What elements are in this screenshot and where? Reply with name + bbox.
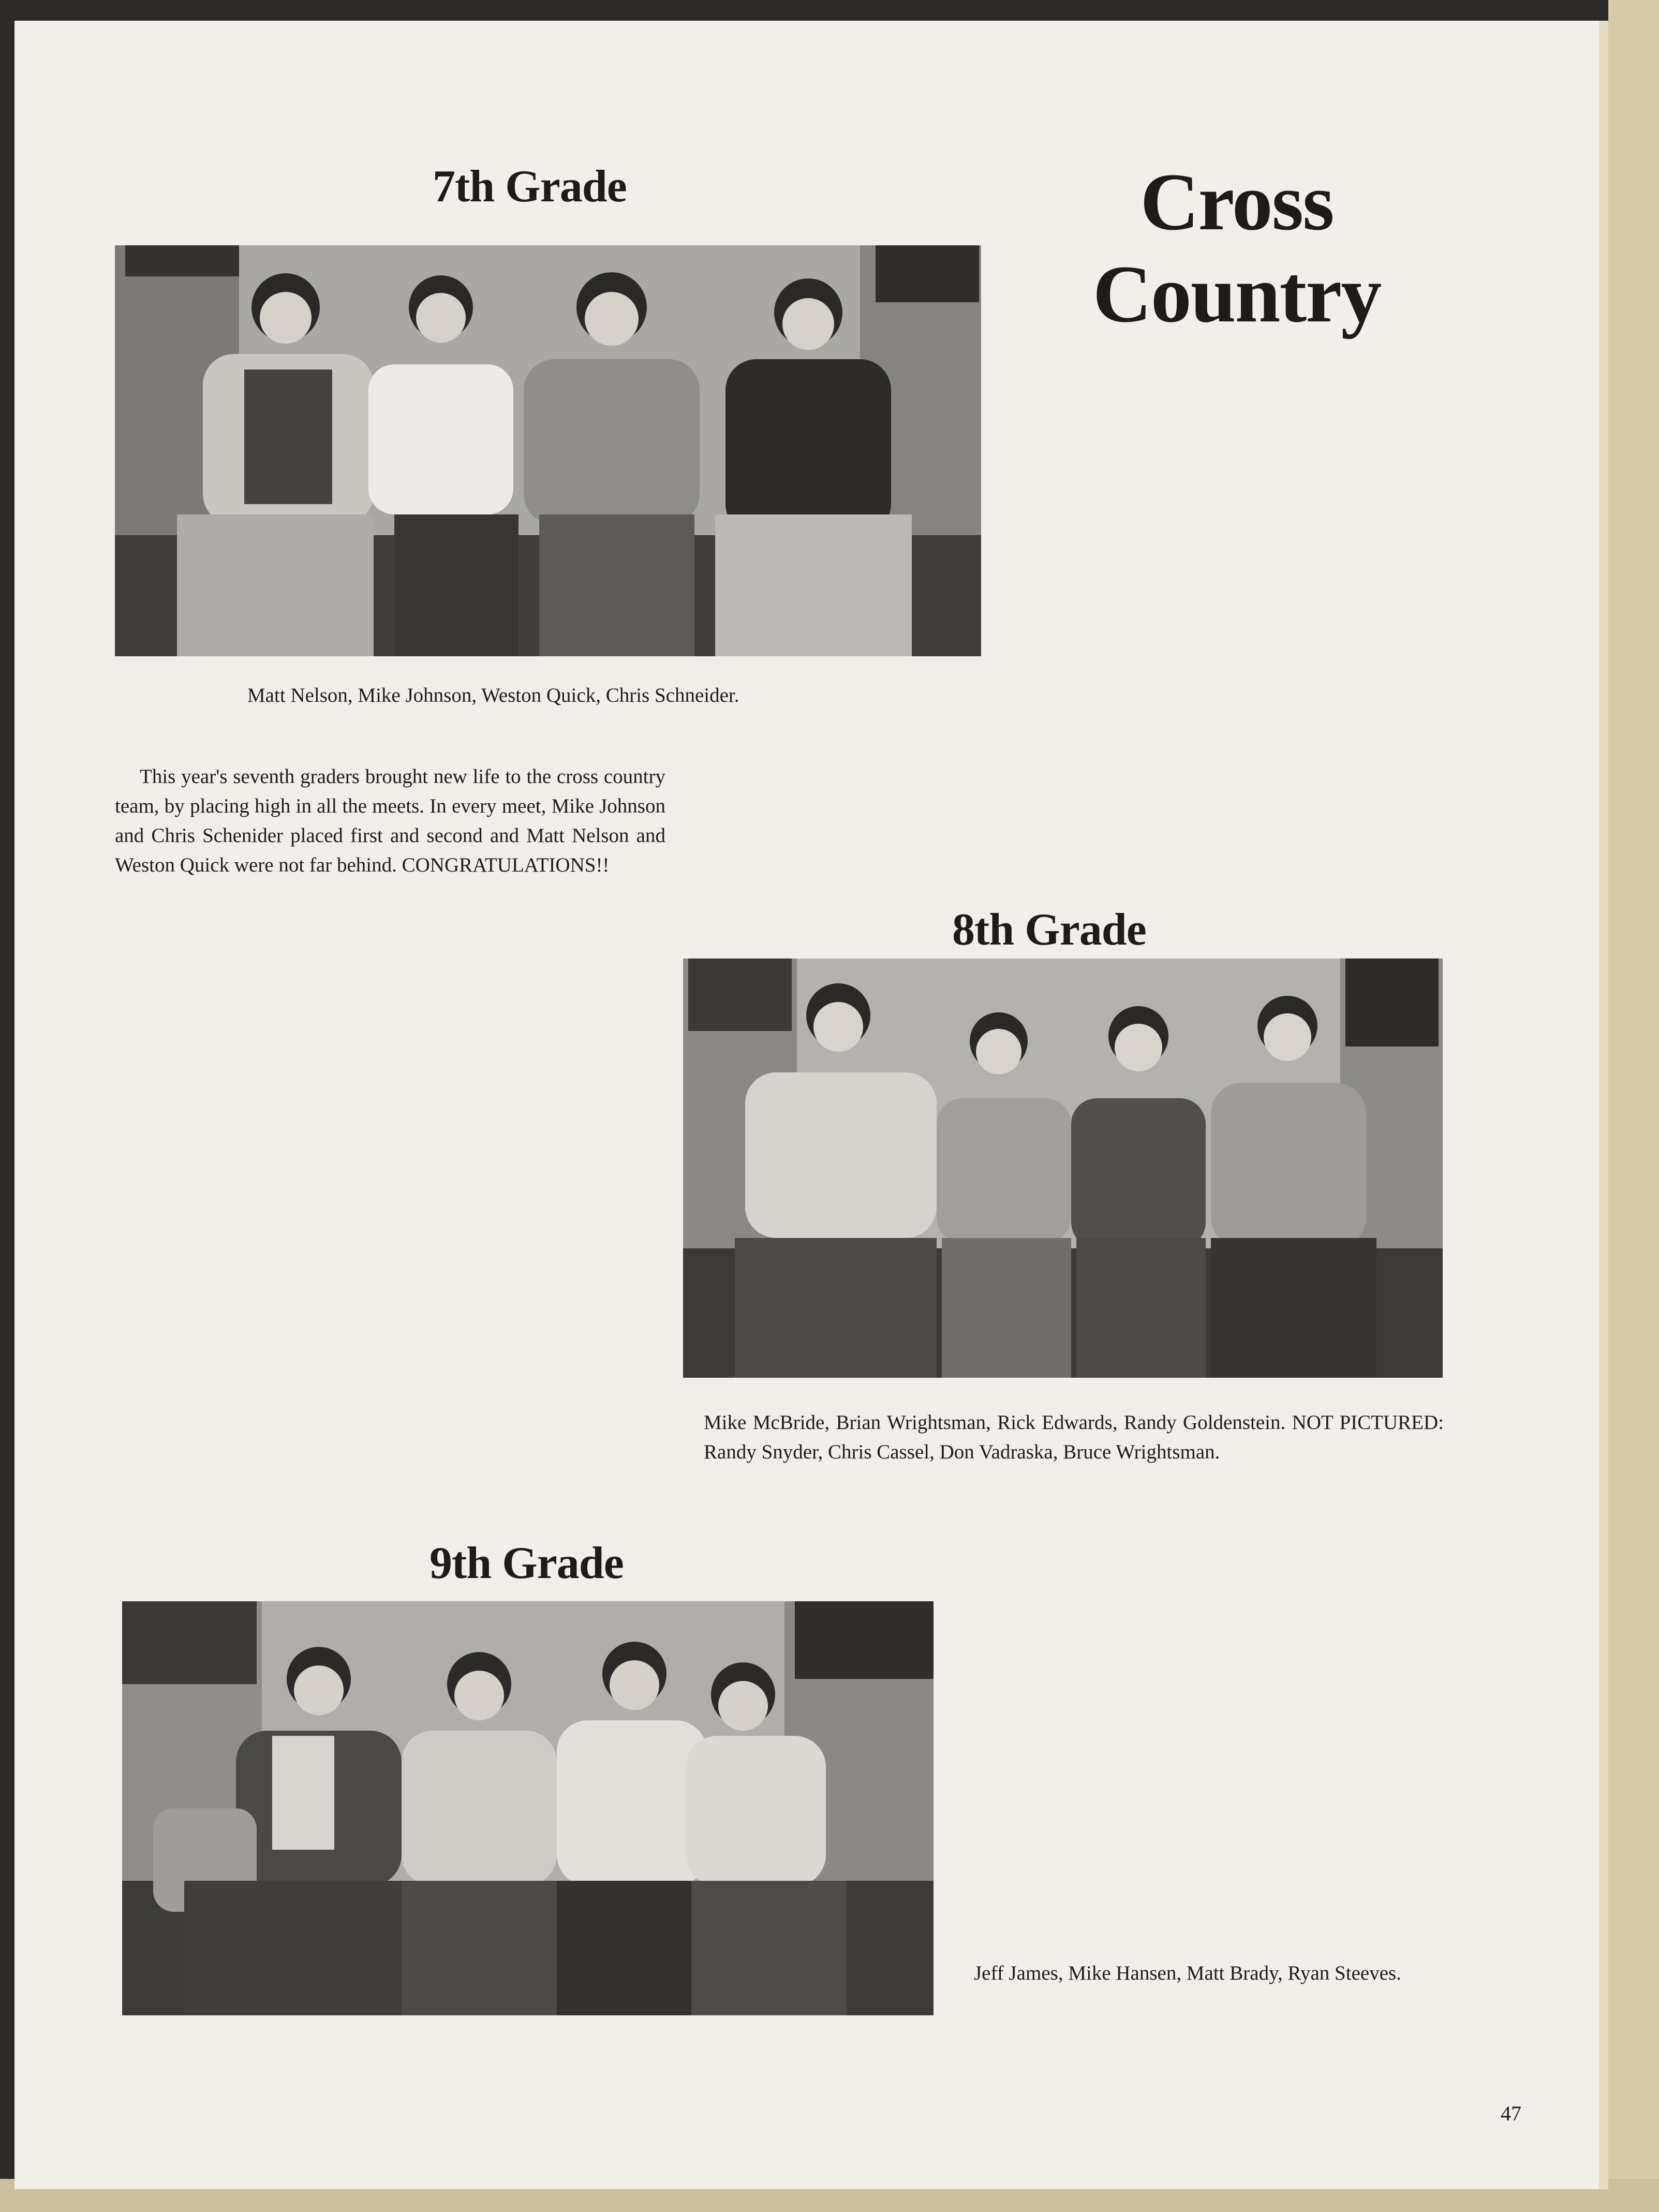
photo-9th-grade: [122, 1601, 934, 2015]
yearbook-page: [14, 21, 1608, 2189]
caption-9th-grade: Jeff James, Mike Hansen, Matt Brady, Ryan Steeves.: [974, 1962, 1401, 1984]
body-7th-grade: This year's seventh graders brought new life to the cross country team, by placing high in all the meets. In every meet, Mike Johnson and Chris Schenider placed first and second and Matt Nelson and Weston Quick were not far behind. CONGRATULATIONS!!: [115, 765, 665, 876]
book-edge-right: [1608, 0, 1659, 2212]
heading-9th-grade: 9th Grade: [429, 1538, 624, 1588]
caption-8th-grade: Mike McBride, Brian Wrightsman, Rick Edwards, Randy Goldenstein. NOT PICTURED: Randy Snyder, Chris Cassel, Don Vadraska, Bruce Wrightsman.: [704, 1411, 1444, 1463]
page-title: [1035, 156, 1439, 341]
photo-9th-grade-image: [122, 1601, 934, 2015]
photo-8th-grade-image: [683, 958, 1443, 1378]
page-number: 47: [1501, 2102, 1521, 2125]
heading-8th-grade: 8th Grade: [952, 905, 1146, 955]
caption-7th-grade: Matt Nelson, Mike Johnson, Weston Quick, Chris Schneider.: [247, 684, 739, 706]
heading-7th-grade: 7th Grade: [433, 161, 627, 212]
title-line-1: Cross: [1140, 157, 1334, 247]
photo-7th-grade: [115, 245, 981, 656]
photo-7th-grade-image: [115, 245, 981, 656]
title-line-2: Country: [1092, 249, 1381, 340]
photo-8th-grade: [683, 958, 1443, 1378]
